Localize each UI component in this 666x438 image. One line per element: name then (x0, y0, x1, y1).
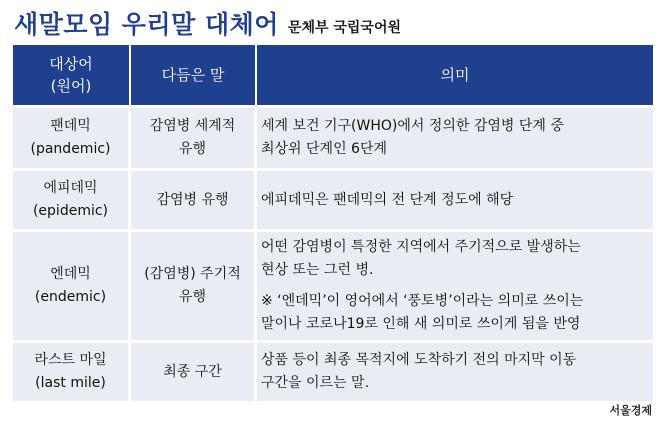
meaning-text-line2: 구간을 이르는 말. (261, 375, 370, 391)
meaning-text-line1: 상품 등이 최종 목적지에 도착하기 전의 마지막 이동 (261, 352, 577, 368)
column-header-term-line1: 대상어 (49, 55, 93, 73)
term-cell (13, 105, 131, 168)
title-row (14, 8, 401, 42)
alternative-cell (131, 168, 257, 229)
original-word: (pandemic) (30, 141, 111, 157)
meaning-cell (257, 168, 653, 229)
meaning-text-line1: 에피데믹은 팬데믹의 전 단계 정도에 해당 (261, 191, 514, 208)
alternative-text-line1: 감염병 유행 (156, 191, 229, 208)
page-title: 새말모임 우리말 대체어 (14, 10, 279, 39)
table-row (13, 105, 653, 168)
meaning-note-line1: ※ ‘엔데믹’이 영어에서 ‘풍토병’이라는 의미로 쓰이는 (261, 293, 584, 309)
table-row (13, 229, 653, 340)
term-cell (13, 340, 131, 401)
column-header-term (13, 45, 131, 105)
meaning-text-line2: 최상위 단계인 6단계 (261, 141, 387, 157)
column-header-meaning: 의미 (257, 45, 653, 105)
alternative-text-line1: (감염병) 주기적 (144, 266, 241, 282)
alternative-text-line2: 유행 (178, 289, 207, 305)
table-row (13, 168, 653, 229)
column-header-term-line2: (원어) (50, 77, 92, 95)
term-text: 라스트 마일 (34, 352, 107, 368)
term-cell (13, 168, 131, 229)
page-subtitle: 문체부 국립국어원 (287, 20, 401, 36)
meaning-note-line2: 말이나 코로나19로 인해 새 의미로 쓰이게 됨을 반영 (261, 316, 581, 332)
meaning-cell (257, 229, 653, 340)
column-header-alternative: 다듬은 말 (131, 45, 257, 105)
meaning-text-line1: 세계 보건 기구(WHO)에서 정의한 감염병 단계 중 (261, 118, 564, 134)
alternative-cell (131, 340, 257, 401)
term-cell (13, 229, 131, 340)
alternative-text-line2: 유행 (178, 141, 207, 157)
table-row (13, 340, 653, 401)
term-text: 팬데믹 (50, 118, 91, 134)
alternative-text-line1: 감염병 세계적 (149, 118, 236, 134)
original-word: (last mile) (35, 375, 106, 391)
meaning-text-line2: 현상 또는 그런 병. (261, 262, 374, 278)
source-credit: 서울경제 (609, 404, 652, 417)
alternative-cell (131, 229, 257, 340)
vocabulary-table (13, 45, 653, 401)
original-word: (epidemic) (32, 203, 109, 219)
alternative-text-line1: 최종 구간 (163, 363, 222, 380)
meaning-cell (257, 340, 653, 401)
alternative-cell (131, 105, 257, 168)
table-header-row (13, 45, 653, 105)
meaning-note (261, 290, 649, 336)
term-text: 엔데믹 (50, 266, 91, 282)
meaning-cell (257, 105, 653, 168)
term-text: 에피데믹 (43, 180, 98, 196)
original-word: (endemic) (34, 289, 107, 305)
meaning-text-line1: 어떤 감염병이 특정한 지역에서 주기적으로 발생하는 (261, 239, 581, 255)
